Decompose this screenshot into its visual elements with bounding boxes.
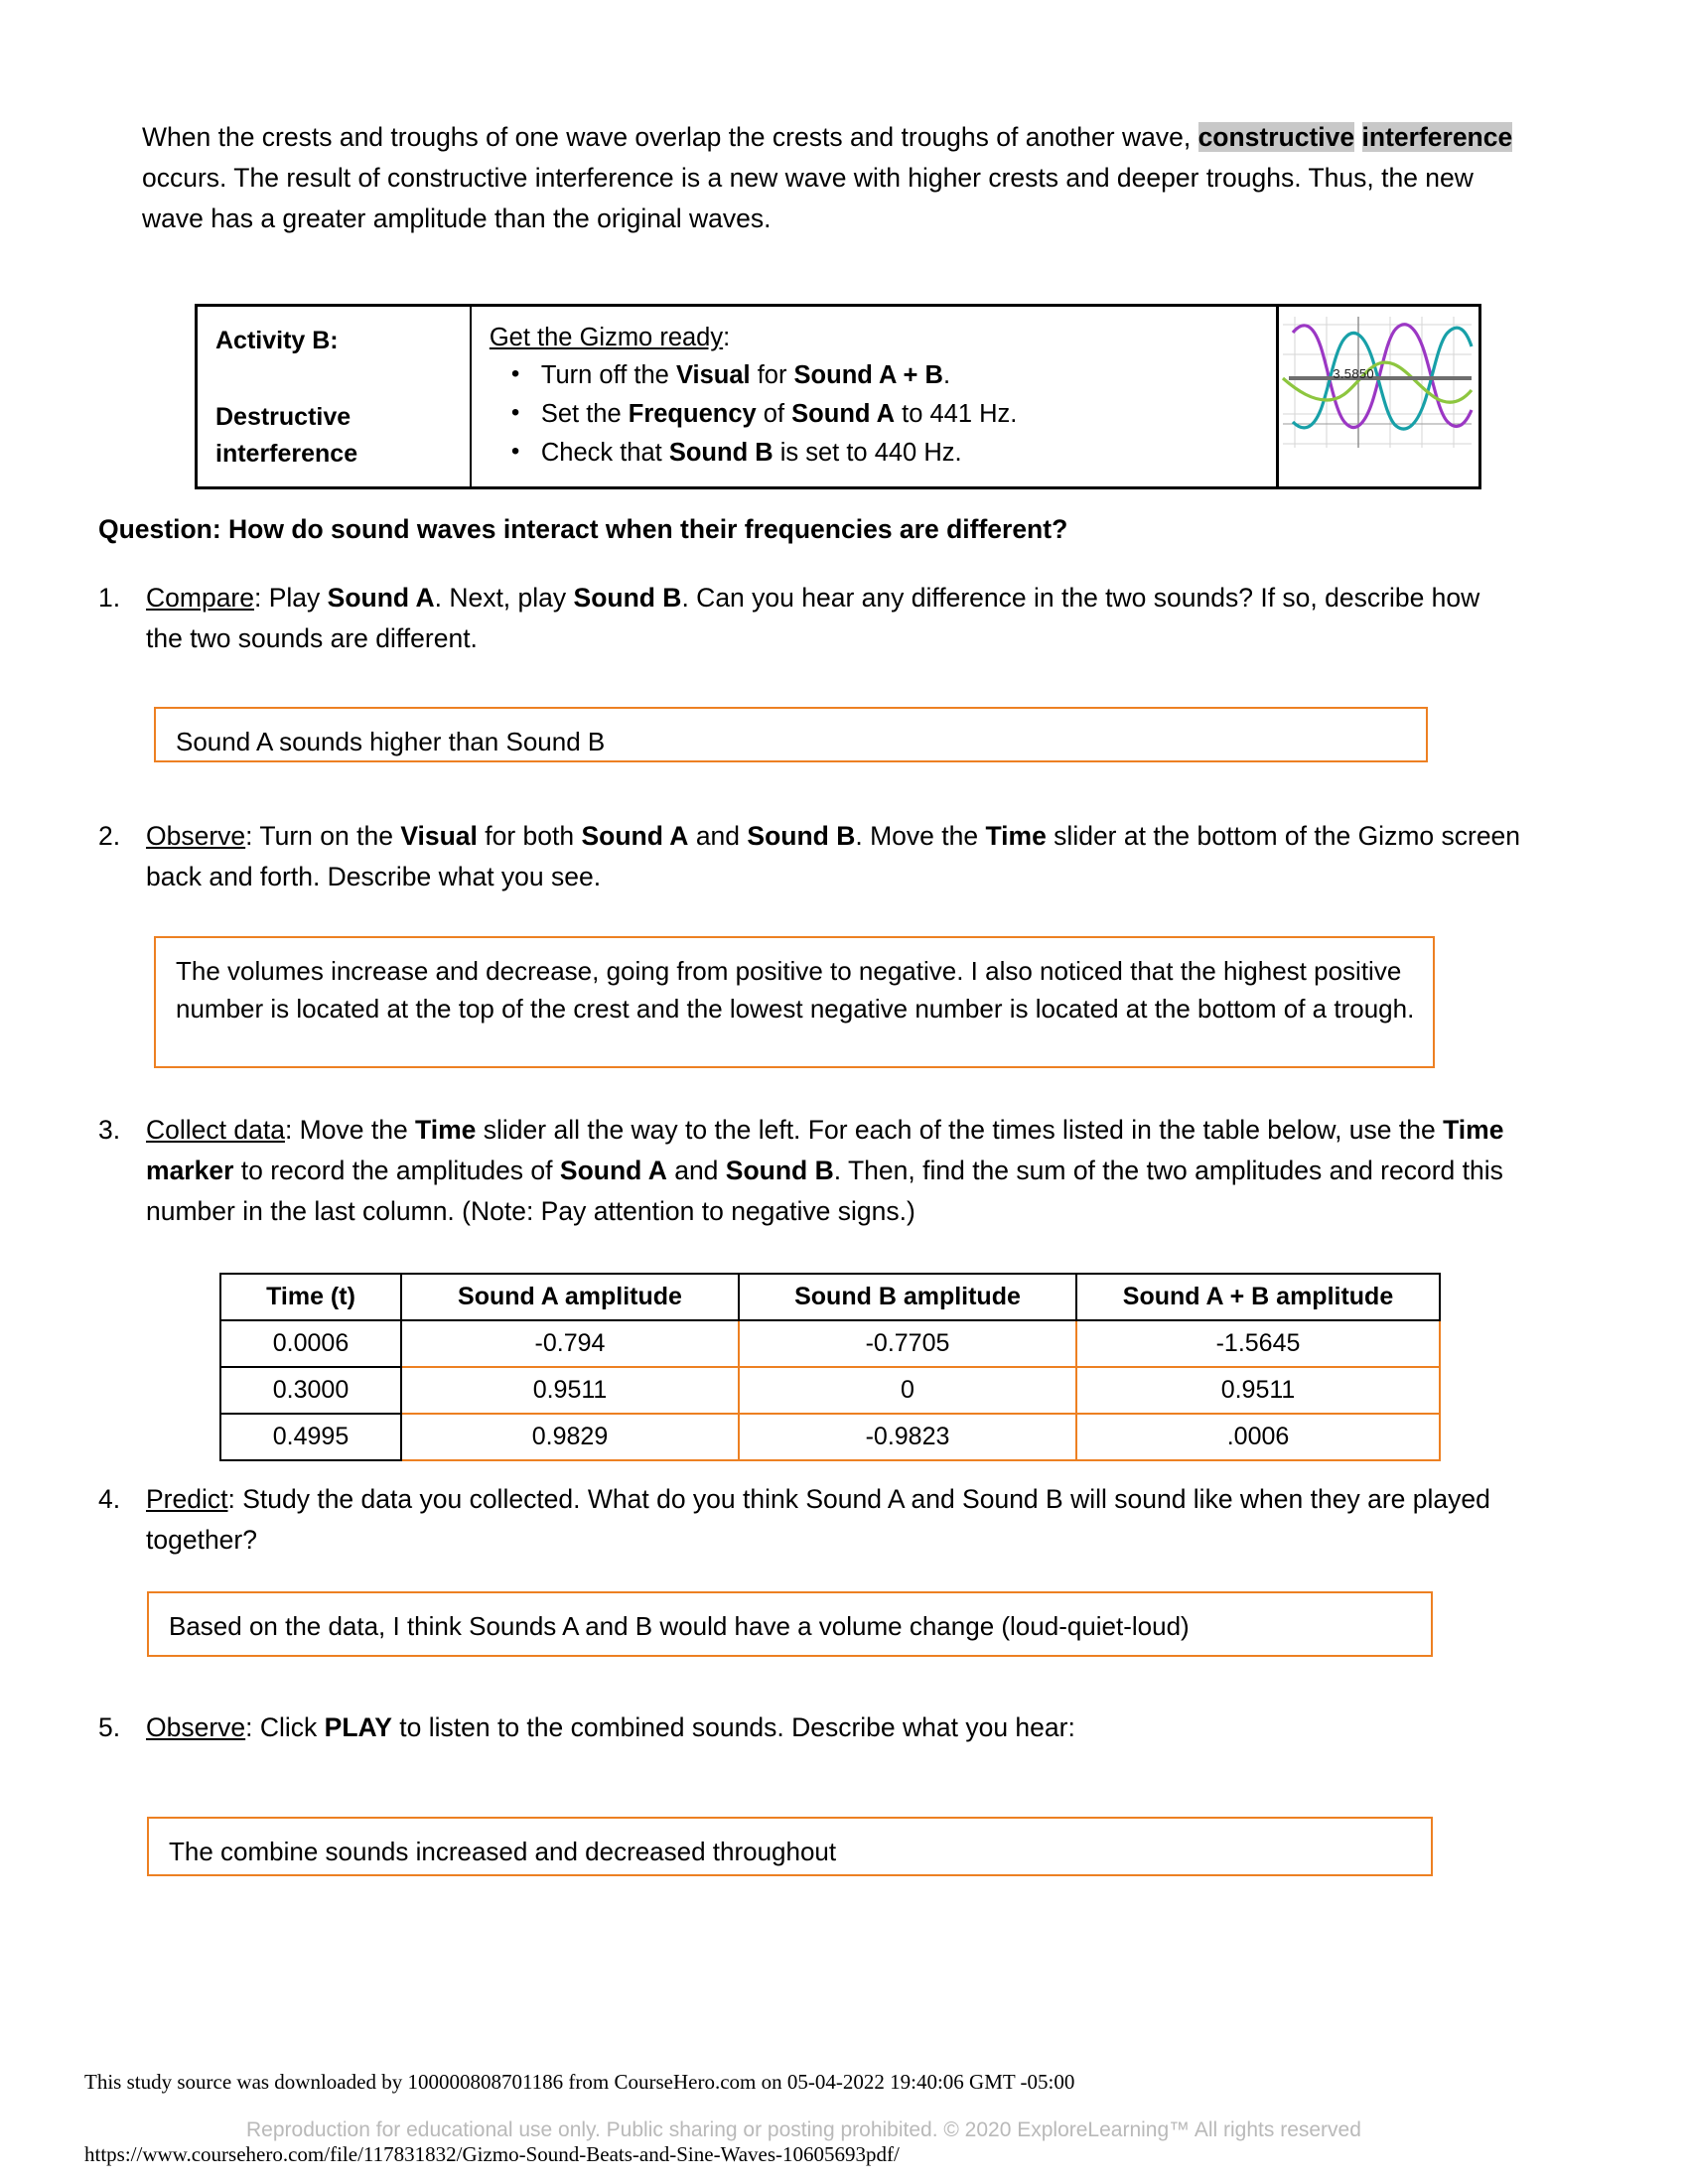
table-row	[220, 1414, 1440, 1460]
answer-text: Based on the data, I think Sounds A and B would have a volume change (loud-quiet-loud)	[169, 1611, 1190, 1641]
item-number: 1.	[98, 583, 121, 613]
activity-subtitle-line2: interference	[215, 440, 358, 468]
bullet-text-c: is set to 440 Hz.	[773, 439, 962, 467]
table-row	[220, 1367, 1440, 1414]
reproduction-note: Reproduction for educational use only. Public sharing or posting prohibited. © 2020 ExploreLearning™ All rights reserved	[246, 2118, 1361, 2141]
item-label: Predict	[146, 1484, 228, 1514]
item-bold-4: Sound B	[725, 1156, 834, 1185]
sine-waves-svg	[1279, 307, 1475, 454]
gizmo-ready-heading	[490, 324, 730, 351]
item-bold-4: Time	[985, 821, 1047, 851]
bullet-text-a: Check that	[540, 439, 669, 467]
answer-box-1[interactable]	[154, 707, 1428, 762]
gizmo-ready-colon: :	[723, 324, 731, 351]
column-header-sound-ab: Sound A + B amplitude	[1076, 1274, 1440, 1320]
numbered-item-4	[98, 1479, 1528, 1561]
item-bold-2: Sound B	[573, 583, 682, 613]
item-text-3: and	[688, 821, 748, 851]
item-text-4: and	[666, 1156, 726, 1185]
cell-time: 0.0006	[220, 1320, 401, 1367]
cell-sound-ab[interactable]: 0.9511	[1076, 1367, 1440, 1414]
item-text-1: : Move the	[284, 1115, 416, 1145]
bullet-bold-1: Frequency	[628, 400, 757, 428]
cell-time: 0.4995	[220, 1414, 401, 1460]
cell-sound-ab[interactable]: .0006	[1076, 1414, 1440, 1460]
column-header-time: Time (t)	[220, 1274, 401, 1320]
page-title: Question: How do sound waves interact when their frequencies are different?	[98, 514, 1068, 544]
numbered-item-5	[98, 1707, 1528, 1748]
intro-text-part2: occurs. The result of constructive interference is a new wave with higher crests and deeper troughs. Thus, the new wave has a greater amplitude than the original waves.	[142, 163, 1474, 233]
item-text-1: : Turn on the	[245, 821, 401, 851]
cell-sound-a[interactable]: 0.9511	[401, 1367, 739, 1414]
item-text-2: slider all the way to the left. For each of the times listed in the table below, use the	[476, 1115, 1444, 1145]
bullet-bold-2: Sound A + B	[793, 361, 943, 389]
highlight-constructive: constructive	[1197, 122, 1355, 152]
answer-text: Sound A sounds higher than Sound B	[176, 727, 606, 756]
list-item	[541, 356, 1267, 394]
item-label: Compare	[146, 583, 254, 613]
item-bold-1: Visual	[400, 821, 478, 851]
cell-sound-a[interactable]: 0.9829	[401, 1414, 739, 1460]
item-text-5: . Then, find the sum of the two amplitudes and record this number in the last column. (Note: Pay attention to negative signs.)	[146, 1156, 1503, 1226]
cell-sound-ab[interactable]: -1.5645	[1076, 1320, 1440, 1367]
item-text-1: : Play	[254, 583, 328, 613]
bullet-bold-1: Sound B	[668, 439, 774, 467]
item-body	[146, 816, 1528, 897]
bullet-text-a: Turn off the	[540, 361, 676, 389]
bullet-text-a: Set the	[540, 400, 629, 428]
cell-sound-b[interactable]: 0	[739, 1367, 1076, 1414]
spacer	[215, 359, 470, 399]
item-number: 4.	[98, 1484, 121, 1514]
numbered-item-1	[98, 578, 1518, 659]
column-header-sound-b: Sound B amplitude	[739, 1274, 1076, 1320]
amplitude-data-table	[219, 1273, 1441, 1461]
bullet-text-d: .	[942, 361, 951, 389]
gizmo-ready-label: Get the Gizmo ready	[489, 324, 724, 351]
table-row	[220, 1320, 1440, 1367]
bullet-bold-1: Visual	[675, 361, 751, 389]
item-body	[146, 1110, 1538, 1232]
bullet-bold-2: Sound A	[791, 400, 896, 428]
item-text-5: slider at the bottom of the Gizmo screen back and forth. Describe what you see.	[146, 821, 1521, 891]
item-label: Collect data	[146, 1115, 285, 1145]
item-number: 3.	[98, 1115, 121, 1145]
item-bold-1: PLAY	[324, 1712, 392, 1742]
item-label: Observe	[146, 1712, 246, 1742]
item-body	[146, 578, 1518, 659]
item-body	[146, 1479, 1528, 1561]
item-text-1: : Click	[245, 1712, 325, 1742]
cell-sound-b[interactable]: -0.9823	[739, 1414, 1076, 1460]
item-body	[146, 1707, 1528, 1748]
activity-title: Activity B:	[215, 327, 339, 354]
item-text-2: to listen to the combined sounds. Describe what you hear:	[391, 1712, 1075, 1742]
table-row	[197, 306, 1480, 488]
highlight-interference: interference	[1361, 122, 1513, 152]
activity-label-cell	[197, 306, 471, 488]
item-bold-2: Sound A	[581, 821, 689, 851]
item-label: Observe	[146, 821, 246, 851]
answer-text: The volumes increase and decrease, going from positive to negative. I also noticed that the highest positive number is located at the top of the crest and the lowest negative number is located at the bottom of a trough.	[176, 956, 1415, 1024]
numbered-item-2	[98, 816, 1528, 897]
gizmo-wave-image	[1279, 307, 1478, 454]
list-item	[541, 434, 1267, 472]
instruction-list	[490, 356, 1267, 472]
cell-sound-a[interactable]: -0.794	[401, 1320, 739, 1367]
answer-text: The combine sounds increased and decreased throughout	[169, 1837, 837, 1866]
item-bold-1: Sound A	[327, 583, 435, 613]
download-note: This study source was downloaded by 100000808701186 from CourseHero.com on 05-04-2022 19:40:06 GMT -05:00	[84, 2070, 1075, 2094]
intro-paragraph	[142, 117, 1527, 239]
cell-time: 0.3000	[220, 1367, 401, 1414]
intro-text-part1: When the crests and troughs of one wave overlap the crests and troughs of another wave,	[142, 122, 1198, 152]
cell-sound-b[interactable]: -0.7705	[739, 1320, 1076, 1367]
activity-instructions-cell	[471, 306, 1278, 488]
activity-subtitle-line1: Destructive	[215, 403, 352, 431]
answer-box-4[interactable]	[147, 1591, 1433, 1657]
item-bold-3: Sound A	[559, 1156, 667, 1185]
item-bold-1: Time	[415, 1115, 477, 1145]
item-number: 2.	[98, 821, 121, 851]
item-text-3: to record the amplitudes of	[233, 1156, 560, 1185]
gizmo-screenshot-cell	[1278, 306, 1480, 488]
answer-box-2[interactable]	[154, 936, 1435, 1068]
column-header-sound-a: Sound A amplitude	[401, 1274, 739, 1320]
bullet-text-c: for	[750, 361, 794, 389]
item-bold-2: Time marker	[146, 1115, 1504, 1185]
item-text-4: . Move the	[855, 821, 986, 851]
answer-box-5[interactable]	[147, 1817, 1433, 1876]
bullet-text-c: of	[756, 400, 792, 428]
item-number: 5.	[98, 1712, 121, 1742]
gizmo-value-label: 3.5850	[1333, 366, 1374, 381]
list-item	[541, 395, 1267, 433]
table-header-row	[220, 1274, 1440, 1320]
item-text-3: . Can you hear any difference in the two sounds? If so, describe how the two sounds are different.	[146, 583, 1480, 653]
bullet-text-d: to 441 Hz.	[895, 400, 1018, 428]
numbered-item-3	[98, 1110, 1538, 1232]
item-text-2: for both	[477, 821, 582, 851]
item-text-2: . Next, play	[434, 583, 574, 613]
activity-b-table	[195, 304, 1481, 489]
source-url: https://www.coursehero.com/file/117831832/Gizmo-Sound-Beats-and-Sine-Waves-10605693pdf/	[84, 2142, 900, 2166]
item-text-1: : Study the data you collected. What do you think Sound A and Sound B will sound like when they are played together?	[146, 1484, 1490, 1555]
item-bold-3: Sound B	[747, 821, 856, 851]
